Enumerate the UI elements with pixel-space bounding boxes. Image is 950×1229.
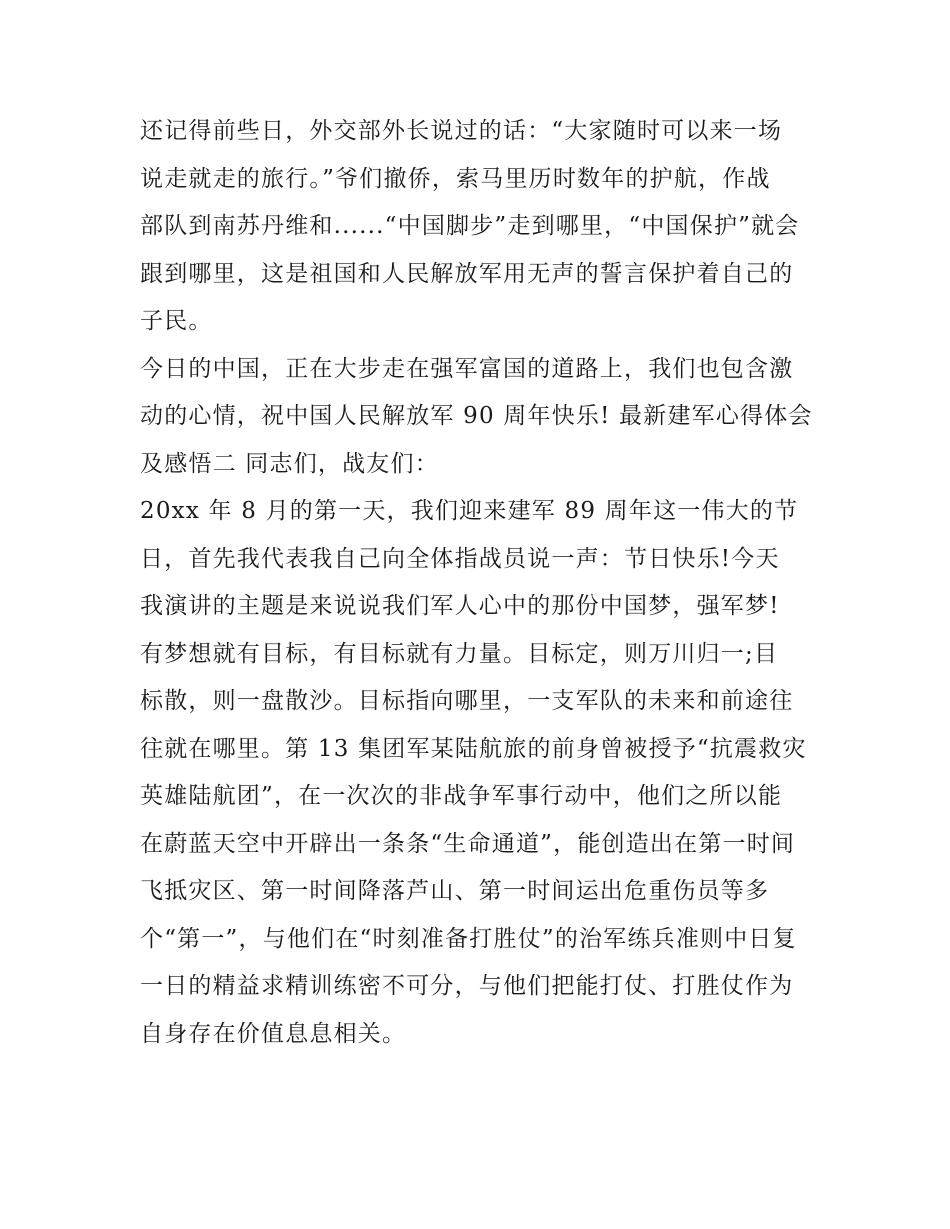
text-line: 一日的精益求精训练密不可分，与他们把能打仗、打胜仗作为	[140, 973, 794, 999]
text-line: 有梦想就有目标，有目标就有力量。目标定，则万川归一;目	[140, 640, 779, 667]
text-line: 及感悟二 同志们，战友们：	[140, 450, 439, 477]
text-line: 个“第一”，与他们在“时刻准备打胜仗”的治军练兵准则中日复	[140, 925, 797, 952]
text-line: 20xx 年 8 月的第一天，我们迎来建军 89 周年这一伟大的节	[140, 498, 799, 524]
text-line: 跟到哪里，这是祖国和人民解放军用无声的誓言保护着自己的	[140, 260, 794, 287]
text-line: 往就在哪里。第 13 集团军某陆航旅的前身曾被授予“抗震救灾	[140, 735, 807, 762]
text-line: 标散，则一盘散沙。目标指向哪里，一支军队的未来和前途往	[140, 688, 794, 714]
text-line: 还记得前些日，外交部外长说过的话：“大家随时可以来一场	[140, 118, 783, 144]
text-line: 在蔚蓝天空中开辟出一条条“生命通道”，能创造出在第一时间	[140, 830, 796, 857]
text-line: 飞抵灾区、第一时间降落芦山、第一时间运出危重伤员等多	[140, 878, 770, 904]
text-line: 今日的中国，正在大步走在强军富国的道路上，我们也包含激	[140, 355, 794, 382]
text-line: 英雄陆航团”，在一次次的非战争军事行动中，他们之所以能	[140, 783, 783, 809]
text-line: 我演讲的主题是来说说我们军人心中的那份中国梦，强军梦!	[140, 593, 780, 619]
text-line: 说走就走的旅行。”爷们撤侨，索马里历时数年的护航，作战	[140, 165, 771, 192]
text-line: 部队到南苏丹维和......“中国脚步”走到哪里，“中国保护”就会	[140, 213, 800, 239]
text-line: 子民。	[140, 308, 213, 334]
text-line: 自身存在价值息息相关。	[140, 1020, 407, 1047]
text-line: 动的心情，祝中国人民解放军 90 周年快乐! 最新建军心得体会	[140, 403, 813, 429]
text-line: 日，首先我代表我自己向全体指战员说一声：节日快乐!今天	[140, 545, 780, 572]
body-text	[140, 108, 820, 1058]
